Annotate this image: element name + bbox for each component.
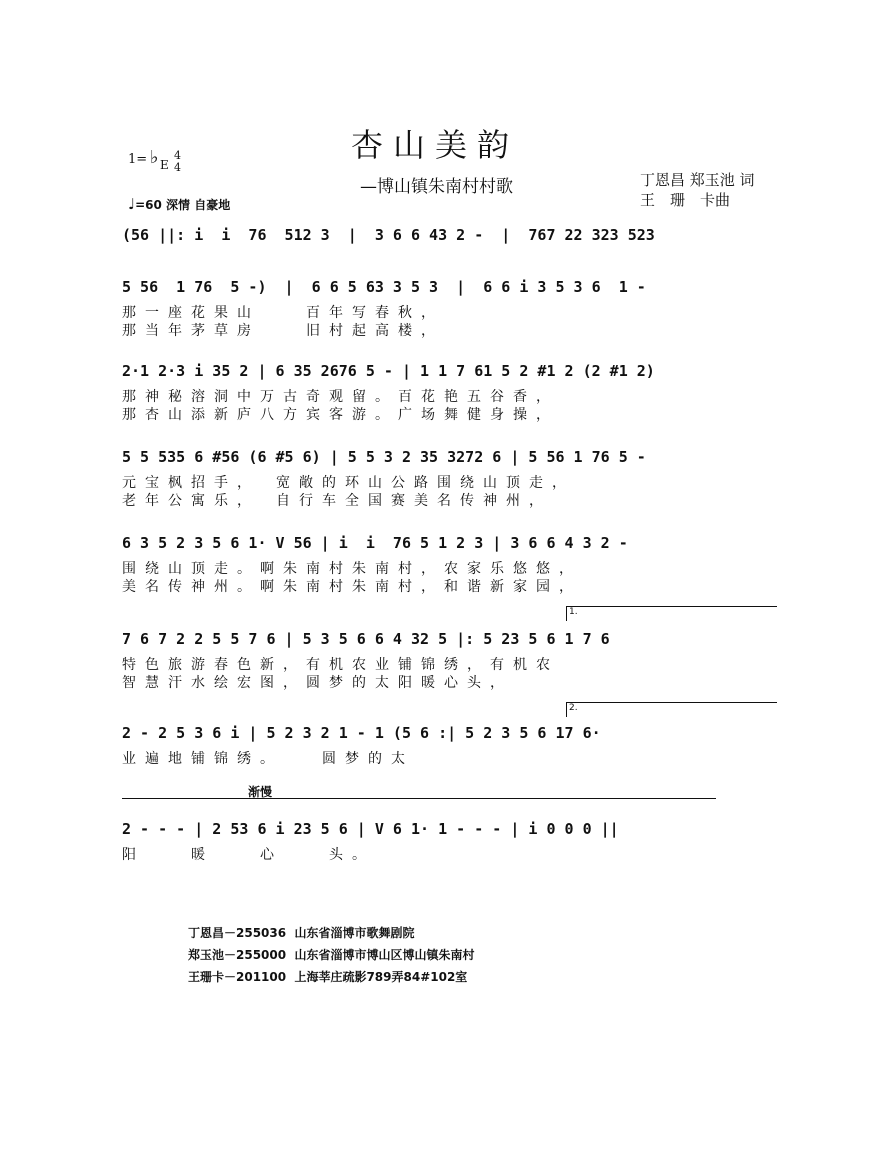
- contact-line-3: 王珊卡－201100 上海莘庄疏影789弄84#102室: [188, 970, 468, 984]
- lyric-verse-1: 特色旅游春色新，有机农业铺锦绣，有机农: [122, 657, 559, 673]
- lyric-verse-1: 那神秘溶洞中万古奇观留。百花艳五谷香，: [122, 389, 559, 405]
- time-bottom: 4: [174, 161, 181, 174]
- notation: (56 ||: i i 76 512 3 | 3 6 6 43 2 - | 767 22 323 523: [122, 226, 655, 244]
- tempo-value: =60: [135, 198, 162, 212]
- time-signature: [174, 150, 181, 174]
- flat-icon: ♭: [150, 147, 159, 168]
- credits: [640, 170, 755, 210]
- lyric-verse-1: [122, 252, 780, 270]
- contact-info: [188, 922, 474, 988]
- contact-line-2: 郑玉池－255000 山东省淄博市博山区博山镇朱南村: [188, 948, 475, 962]
- notation: 5 56 1 76 5 -) | 6 6 5 63 3 5 3 | 6 6 i 3 5 3 6 1 -: [122, 278, 646, 296]
- notation: 5 5 535 6 #56 (6 #5 6) | 5 5 3 2 35 3272 6 | 5 56 1 76 5 -: [122, 448, 646, 466]
- contact-line-1: 丁恩昌－255036 山东省淄博市歌舞剧院: [188, 926, 415, 940]
- lyric-verse-2: 那当年茅草房 旧村起高楼，: [122, 323, 444, 339]
- composer: 王 珊 卡曲: [640, 191, 731, 209]
- lyricists: 丁恩昌 郑玉池 词: [640, 171, 755, 189]
- ritardando-marking: 渐慢: [248, 785, 273, 799]
- key-prefix: 1=: [128, 152, 148, 167]
- time-top: 4: [174, 149, 181, 162]
- song-subtitle: —博山镇朱南村村歌: [360, 177, 513, 197]
- lyric-verse-1: 围绕山顶走。啊朱南村朱南村，农家乐悠悠，: [122, 561, 582, 577]
- song-title: 杏山美韵: [350, 126, 519, 164]
- tempo-marking: [128, 195, 230, 213]
- notation: 7 6 7 2 2 5 5 7 6 | 5 3 5 6 6 4 32 5 |: 5 23 5 6 1 7 6: [122, 630, 610, 648]
- second-ending-bracket: 2.: [566, 702, 777, 717]
- lyric-verse-1: 业遍地铺锦绣。 圆梦的太: [122, 751, 414, 767]
- lyric-verse-2: 美名传神州。啊朱南村朱南村，和谐新家园，: [122, 579, 582, 595]
- notation: 2·1 2·3 i 35 2 | 6 35 2676 5 - | 1 1 7 61 5 2 #1 2 (2 #1 2): [122, 362, 655, 380]
- lyric-verse-2: [122, 768, 780, 786]
- lyric-verse-2: 老年公寓乐， 自行车全国赛美名传神州，: [122, 493, 552, 509]
- lyric-verse-2: 智慧汗水绘宏图，圆梦的太阳暖心头，: [122, 675, 513, 691]
- lyric-verse-2: [122, 864, 780, 882]
- quarter-note-icon: ♩: [128, 195, 136, 213]
- key-signature: [128, 147, 181, 174]
- lyric-verse-1: 那一座花果山 百年写春秋，: [122, 305, 444, 321]
- key-letter: E: [160, 158, 169, 172]
- lyric-verse-1: 元宝枫招手， 宽敞的环山公路围绕山顶走，: [122, 475, 575, 491]
- notation: 6 3 5 2 3 5 6 1· V 56 | i i 76 5 1 2 3 | 3 6 6 4 3 2 -: [122, 534, 628, 552]
- notation: 2 - 2 5 3 6 i | 5 2 3 2 1 - 1 (5 6 :| 5 2 3 5 6 17 6·: [122, 724, 601, 742]
- lyric-verse-1: 阳 暖 心 头。: [122, 847, 375, 863]
- expression: 深情 自豪地: [166, 198, 231, 212]
- lyric-verse-2: 那杏山添新庐八方宾客游。广场舞健身操，: [122, 407, 559, 423]
- ritardando-line: [122, 798, 716, 813]
- notation: 2 - - - | 2 53 6 i 23 5 6 | V 6 1· 1 - - - | i 0 0 0 ||: [122, 820, 619, 838]
- first-ending-bracket: 1.: [566, 606, 777, 621]
